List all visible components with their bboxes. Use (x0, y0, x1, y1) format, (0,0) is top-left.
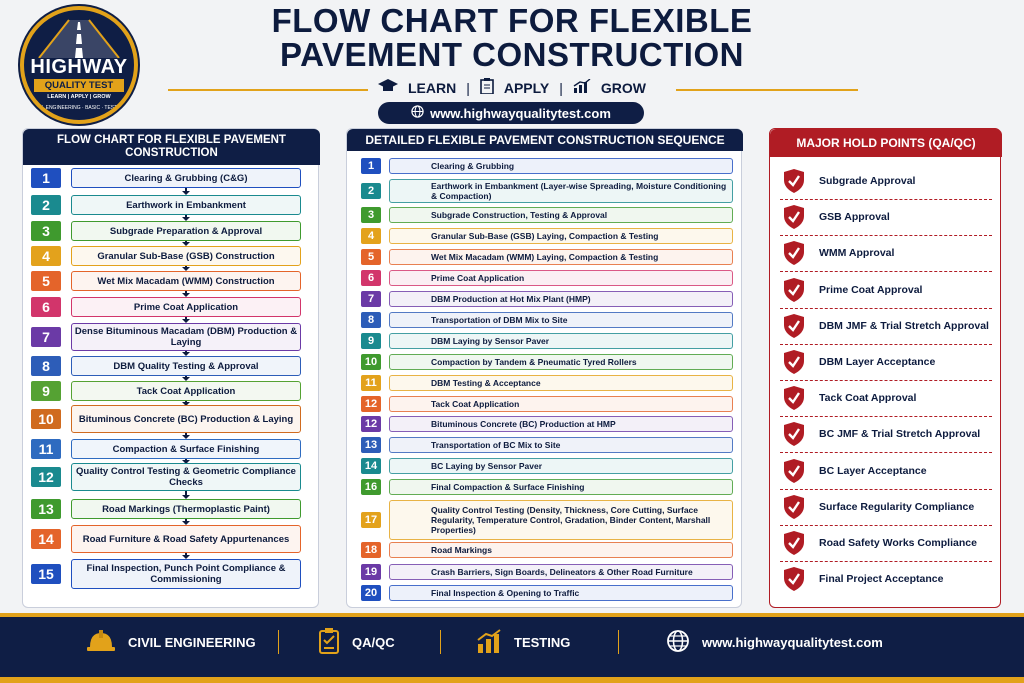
hold-point-divider (780, 489, 992, 490)
left-step-box: Clearing & Grubbing (C&G) (71, 168, 301, 188)
flow-arrow (185, 519, 187, 522)
globe-icon (666, 629, 690, 656)
tagline-grow: GROW (600, 79, 646, 96)
tagline-learn: LEARN (407, 79, 457, 96)
sequence-step-number: 12 (361, 416, 381, 432)
hold-point-item (770, 566, 1002, 596)
left-step-box: Earthwork in Embankment (71, 195, 301, 215)
hold-point-label: GSB Approval (819, 211, 890, 224)
sequence-step-box: Granular Sub-Base (GSB) Laying, Compaction & Testing (389, 228, 733, 244)
sequence-step-box: Clearing & Grubbing (389, 158, 733, 174)
left-step-row (23, 246, 320, 266)
checklist-icon (318, 628, 340, 657)
sequence-step-box: Final Compaction & Surface Finishing (389, 479, 733, 495)
sequence-step-number: 17 (361, 512, 381, 528)
sequence-step-row (347, 564, 743, 580)
footer-item-civil (86, 626, 256, 658)
flow-arrow (185, 491, 187, 496)
sequence-step-row (347, 396, 743, 412)
left-step-box: Dense Bituminous Macadam (DBM) Production & Laying (71, 323, 301, 351)
sequence-step-number: 9 (361, 333, 381, 349)
sequence-step-row (347, 354, 743, 370)
left-step-box: Granular Sub-Base (GSB) Construction (71, 246, 301, 266)
shield-check-icon (783, 459, 805, 483)
hold-point-item (770, 168, 1002, 198)
left-step-number: 8 (31, 356, 61, 376)
footer-item-testing (476, 626, 570, 658)
left-step-box: Final Inspection, Punch Point Compliance & Commissioning (71, 559, 301, 589)
hold-point-label: DBM Layer Acceptance (819, 356, 936, 368)
sequence-step-box: Prime Coat Application (389, 270, 733, 286)
left-step-box: Compaction & Surface Finishing (71, 439, 301, 459)
flow-arrow (185, 241, 187, 243)
sequence-step-box: Earthwork in Embankment (Layer-wise Spreading, Moisture Conditioning & Compaction) (389, 179, 733, 203)
sequence-step-row (347, 228, 743, 244)
hold-point-divider (780, 199, 992, 200)
sequence-step-box: Compaction by Tandem & Pneumatic Tyred Rollers (389, 354, 733, 370)
flow-arrow (185, 188, 187, 192)
sequence-step-number: 20 (361, 585, 381, 601)
sequence-step-box: DBM Laying by Sensor Paver (389, 333, 733, 349)
sequence-step-row (347, 458, 743, 474)
footer-testing-label: TESTING (514, 634, 571, 650)
sequence-step-number: 12 (361, 396, 381, 412)
left-step-row (23, 356, 320, 376)
left-step-row (23, 221, 320, 241)
left-step-number: 2 (31, 195, 61, 215)
sequence-step-box: Crash Barriers, Sign Boards, Delineators & Other Road Furniture (389, 564, 733, 580)
left-step-number: 14 (31, 529, 61, 549)
left-step-row (23, 323, 320, 351)
left-step-number: 13 (31, 499, 61, 519)
hold-point-item (770, 458, 1002, 488)
left-panel-title: FLOW CHART FOR FLEXIBLE PAVEMENT CONSTRUCTION (23, 129, 320, 165)
hold-point-item (770, 204, 1002, 234)
hold-point-label: BC JMF & Trial Stretch Approval (819, 428, 981, 441)
tagline-apply: APPLY (503, 79, 550, 96)
shield-check-icon (783, 531, 805, 555)
flow-arrow (185, 459, 187, 461)
left-step-number: 12 (31, 467, 61, 487)
flow-arrow (185, 401, 187, 403)
shield-check-icon (783, 241, 805, 265)
sequence-step-row (347, 333, 743, 349)
middle-panel-title: DETAILED FLEXIBLE PAVEMENT CONSTRUCTION SEQUENCE (347, 129, 743, 151)
sequence-step-row (347, 437, 743, 453)
sequence-step-number: 14 (361, 458, 381, 474)
sequence-step-number: 11 (361, 375, 381, 391)
flow-arrow (185, 553, 187, 556)
flow-arrow (185, 266, 187, 268)
sequence-step-box: Quality Control Testing (Density, Thickness, Core Cutting, Surface Regularity, Temperature Control, Gradation, Binder Content, Marshall Properties) (389, 500, 733, 540)
hold-point-item (770, 530, 1002, 560)
footer-separator (278, 630, 279, 654)
hold-point-item (770, 313, 1002, 343)
sequence-step-box: DBM Testing & Acceptance (389, 375, 733, 391)
hold-point-label: Final Project Acceptance (819, 573, 944, 586)
sequence-step-box: Bituminous Concrete (BC) Production at HMP (389, 416, 733, 432)
sequence-step-box: DBM Production at Hot Mix Plant (HMP) (389, 291, 733, 307)
left-step-row (23, 381, 320, 401)
footer-gold-stripe (0, 677, 1024, 683)
logo-line1: HIGHWAY (30, 56, 128, 78)
sequence-step-box: Wet Mix Macadam (WMM) Laying, Compaction & Testing (389, 249, 733, 265)
sequence-step-row (347, 542, 743, 558)
logo-line3: LEARN | APPLY | GROW (47, 94, 111, 100)
page-title-line1: FLOW CHART FOR FLEXIBLE (271, 2, 753, 39)
left-step-row (23, 297, 320, 317)
shield-check-icon (783, 567, 805, 591)
footer-separator (440, 630, 441, 654)
sequence-step-number: 13 (361, 437, 381, 453)
bar-chart-icon (476, 629, 502, 656)
hold-point-label: Tack Coat Approval (819, 392, 917, 405)
sequence-step-row (347, 416, 743, 432)
clipboard-icon (480, 78, 494, 97)
left-step-number: 10 (31, 409, 61, 429)
flow-arrow (185, 317, 187, 320)
sequence-step-row (347, 179, 743, 203)
logo-line2: QUALITY TEST (34, 79, 124, 92)
sequence-step-row (347, 291, 743, 307)
left-step-box: Road Furniture & Road Safety Appurtenances (71, 525, 301, 553)
page-title-line2: PAVEMENT CONSTRUCTION (280, 36, 744, 73)
sequence-step-box: Road Markings (389, 542, 733, 558)
left-step-row (23, 168, 320, 188)
left-step-box: Quality Control Testing & Geometric Compliance Checks (71, 463, 301, 491)
shield-check-icon (783, 386, 805, 410)
left-step-number: 5 (31, 271, 61, 291)
left-step-box: Road Markings (Thermoplastic Paint) (71, 499, 301, 519)
flow-arrow (185, 291, 187, 294)
sequence-step-row (347, 312, 743, 328)
left-step-number: 1 (31, 168, 61, 188)
sequence-step-box: Transportation of BC Mix to Site (389, 437, 733, 453)
detailed-sequence-panel (346, 128, 742, 608)
hold-point-item (770, 494, 1002, 524)
left-step-number: 7 (31, 327, 61, 347)
globe-icon (411, 105, 424, 121)
hold-point-divider (780, 271, 992, 272)
sequence-step-row (347, 585, 743, 601)
sequence-step-number: 8 (361, 312, 381, 328)
hold-point-item (770, 385, 1002, 415)
bar-chart-icon (573, 79, 591, 96)
left-flow-panel (22, 128, 319, 608)
footer-item-website[interactable] (666, 626, 883, 658)
shield-check-icon (783, 495, 805, 519)
sequence-step-number: 1 (361, 158, 381, 174)
left-step-number: 9 (31, 381, 61, 401)
hold-point-item (770, 349, 1002, 379)
left-step-box: Subgrade Preparation & Approval (71, 221, 301, 241)
sequence-step-number: 18 (361, 542, 381, 558)
footer-civil-label: CIVIL ENGINEERING (128, 634, 256, 650)
left-step-number: 11 (31, 439, 61, 459)
footer-item-qaqc (318, 626, 395, 658)
sequence-step-number: 6 (361, 270, 381, 286)
hold-point-divider (780, 380, 992, 381)
left-step-box: DBM Quality Testing & Approval (71, 356, 301, 376)
shield-check-icon (783, 205, 805, 229)
sequence-step-row (347, 249, 743, 265)
sequence-step-row (347, 500, 743, 540)
shield-check-icon (783, 278, 805, 302)
left-step-row (23, 499, 320, 519)
left-step-box: Wet Mix Macadam (WMM) Construction (71, 271, 301, 291)
brand-logo (20, 6, 138, 124)
sequence-step-row (347, 375, 743, 391)
hold-points-panel (769, 128, 1001, 608)
sequence-step-number: 3 (361, 207, 381, 223)
hold-point-divider (780, 344, 992, 345)
left-step-row (23, 439, 320, 459)
sequence-step-box: Subgrade Construction, Testing & Approval (389, 207, 733, 223)
flow-arrow (185, 215, 187, 218)
left-step-row (23, 525, 320, 553)
hard-hat-icon (86, 629, 116, 656)
hold-point-label: BC Layer Acceptance (819, 464, 927, 477)
hold-point-divider (780, 525, 992, 526)
hold-point-divider (780, 416, 992, 417)
hold-point-divider (780, 308, 992, 309)
sequence-step-row (347, 207, 743, 223)
shield-check-icon (783, 422, 805, 446)
sequence-step-box: Transportation of DBM Mix to Site (389, 312, 733, 328)
sequence-step-box: BC Laying by Sensor Paver (389, 458, 733, 474)
shield-check-icon (783, 169, 805, 193)
sequence-step-number: 5 (361, 249, 381, 265)
sequence-step-row (347, 479, 743, 495)
hold-point-label: Subgrade Approval (819, 175, 916, 187)
road-icon (24, 16, 134, 58)
sequence-step-number: 4 (361, 228, 381, 244)
footer-qaqc-label: QA/QC (352, 634, 395, 650)
left-step-row (23, 463, 320, 491)
hold-point-label: WMM Approval (819, 247, 895, 260)
sequence-step-row (347, 270, 743, 286)
hold-point-item (770, 421, 1002, 451)
left-step-number: 15 (31, 564, 61, 584)
tagline (160, 78, 864, 97)
footer-separator (618, 630, 619, 654)
shield-check-icon (783, 314, 805, 338)
footer-website-label: www.highwayqualitytest.com (702, 634, 883, 650)
left-step-row (23, 405, 320, 433)
hold-point-label: Road Safety Works Compliance (819, 537, 977, 549)
tagline-separator: | (466, 79, 470, 96)
hold-point-item (770, 277, 1002, 307)
left-step-box: Bituminous Concrete (BC) Production & Laying (71, 405, 301, 433)
left-step-row (23, 271, 320, 291)
hold-point-divider (780, 561, 992, 562)
website-link[interactable] (378, 102, 644, 124)
hold-point-divider (780, 235, 992, 236)
hold-point-label: Prime Coat Approval (819, 283, 923, 296)
sequence-step-box: Final Inspection & Opening to Traffic (389, 585, 733, 601)
right-panel-title: MAJOR HOLD POINTS (QA/QC) (770, 129, 1002, 157)
logo-line4: CIVIL ENGINEERING · BASIC · TESTING (31, 105, 127, 111)
sequence-step-number: 7 (361, 291, 381, 307)
sequence-step-number: 19 (361, 564, 381, 580)
flow-arrow (185, 433, 187, 436)
sequence-step-number: 10 (361, 354, 381, 370)
website-url: www.highwayqualitytest.com (430, 105, 611, 121)
hold-point-label: Surface Regularity Compliance (819, 500, 975, 513)
left-step-box: Prime Coat Application (71, 297, 301, 317)
shield-check-icon (783, 350, 805, 374)
left-step-number: 3 (31, 221, 61, 241)
graduation-cap-icon (378, 79, 398, 96)
flow-arrow (185, 351, 187, 353)
left-step-box: Tack Coat Application (71, 381, 301, 401)
left-step-row (23, 559, 320, 589)
hold-point-label: DBM JMF & Trial Stretch Approval (819, 319, 989, 332)
sequence-step-row (347, 158, 743, 174)
sequence-step-number: 2 (361, 183, 381, 199)
tagline-separator: | (559, 79, 563, 96)
left-step-row (23, 195, 320, 215)
left-step-number: 6 (31, 297, 61, 317)
hold-point-divider (780, 452, 992, 453)
sequence-step-box: Tack Coat Application (389, 396, 733, 412)
sequence-step-number: 16 (361, 479, 381, 495)
flow-arrow (185, 376, 187, 378)
hold-point-item (770, 240, 1002, 270)
left-step-number: 4 (31, 246, 61, 266)
